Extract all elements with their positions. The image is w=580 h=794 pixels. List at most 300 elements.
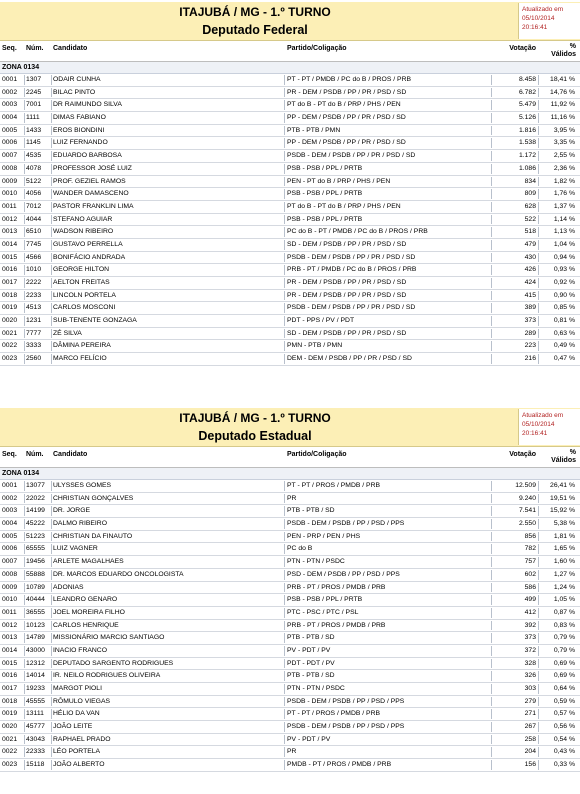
column-divider <box>284 621 285 631</box>
column-divider <box>538 341 539 351</box>
row-party: PSB - PSB / PPL / PRTB <box>287 596 363 604</box>
column-divider <box>284 519 285 529</box>
row-seq: 0019 <box>2 304 18 312</box>
column-divider <box>51 253 52 263</box>
row-candidate: MISSIONÁRIO MARCIO SANTIAGO <box>53 634 165 642</box>
column-divider <box>24 316 25 326</box>
row-percent: 1,65 % <box>553 545 575 553</box>
column-divider <box>24 291 25 301</box>
row-candidate: MARCO FELÍCIO <box>53 355 107 363</box>
column-divider <box>538 278 539 288</box>
column-divider <box>51 684 52 694</box>
row-candidate: ARLETE MAGALHAES <box>53 558 124 566</box>
row-number: 2560 <box>26 355 42 363</box>
row-party: PC do B - PT / PMDB / PC do B / PROS / PRB <box>287 228 428 236</box>
column-divider <box>538 177 539 187</box>
row-votes: 586 <box>524 583 536 591</box>
row-percent: 1,81 % <box>553 532 575 540</box>
column-divider <box>24 215 25 225</box>
row-number: 14014 <box>26 672 45 680</box>
column-divider <box>284 113 285 123</box>
column-divider <box>24 621 25 631</box>
row-votes: 8.458 <box>518 76 536 83</box>
column-divider <box>24 75 25 85</box>
column-divider <box>538 506 539 516</box>
column-divider <box>491 316 492 326</box>
row-votes: 5.126 <box>518 114 536 122</box>
column-divider <box>538 557 539 567</box>
row-party: PV - PDT / PV <box>287 735 331 743</box>
table-row <box>0 518 580 531</box>
row-seq: 0013 <box>2 634 18 642</box>
row-candidate: EDUARDO BARBOSA <box>53 152 122 160</box>
row-votes: 12.509 <box>515 482 536 489</box>
row-number: 13077 <box>26 482 45 489</box>
table-row <box>0 670 580 683</box>
column-divider <box>24 177 25 187</box>
row-number: 19233 <box>26 685 45 692</box>
row-party: PSDB - DEM / PSDB / PP / PR / PSD / SD <box>287 253 416 261</box>
row-number: 43000 <box>26 646 45 654</box>
row-votes: 782 <box>524 545 536 553</box>
row-seq: 0022 <box>2 342 18 350</box>
row-candidate: ZÉ SILVA <box>53 329 82 337</box>
row-party: PR - DEM / PSDB / PP / PR / PSD / SD <box>287 279 407 286</box>
column-divider <box>51 633 52 643</box>
column-divider <box>284 697 285 707</box>
row-seq: 0017 <box>2 279 18 286</box>
row-seq: 0007 <box>2 558 18 566</box>
row-party: DEM - DEM / PSDB / PP / PR / PSD / SD <box>287 355 412 363</box>
row-seq: 0022 <box>2 748 18 756</box>
column-divider <box>51 532 52 542</box>
column-divider <box>538 595 539 605</box>
row-party: PTB - PTB / SD <box>287 672 335 680</box>
row-number: 22333 <box>26 748 45 756</box>
row-party: PR - DEM / PSDB / PP / PR / PSD / SD <box>287 291 407 299</box>
column-divider <box>491 494 492 504</box>
row-party: PSDB - DEM / PSDB / PP / PR / PSD / SD <box>287 304 416 312</box>
column-divider <box>51 303 52 313</box>
column-divider <box>51 735 52 745</box>
row-party: SD - DEM / PSDB / PP / PR / PSD / SD <box>287 329 407 337</box>
column-divider <box>51 506 52 516</box>
column-divider <box>284 709 285 719</box>
row-number: 1010 <box>26 266 42 274</box>
row-number: 4044 <box>26 215 42 223</box>
col-votes: Votação <box>509 45 536 52</box>
table-row <box>0 239 580 252</box>
row-votes: 9.240 <box>518 494 536 502</box>
table-row <box>0 264 580 277</box>
column-divider <box>491 341 492 351</box>
column-divider <box>284 633 285 643</box>
column-divider <box>491 75 492 85</box>
row-number: 22022 <box>26 494 45 502</box>
column-divider <box>491 215 492 225</box>
column-divider <box>24 544 25 554</box>
row-candidate: BILAC PINTO <box>53 88 96 96</box>
column-divider <box>51 621 52 631</box>
column-divider <box>51 265 52 275</box>
row-candidate: STEFANO AGUIAR <box>53 215 113 223</box>
col-party: Partido/Coligação <box>287 451 347 458</box>
table-row <box>0 493 580 506</box>
column-divider <box>24 557 25 567</box>
row-seq: 0021 <box>2 329 18 337</box>
row-percent: 0,94 % <box>553 253 575 261</box>
column-divider <box>491 88 492 98</box>
row-number: 7001 <box>26 101 42 109</box>
table-row <box>0 163 580 176</box>
row-candidate: PASTOR FRANKLIN LIMA <box>53 202 134 210</box>
column-divider <box>491 557 492 567</box>
column-divider <box>491 126 492 136</box>
row-seq: 0018 <box>2 291 18 299</box>
row-seq: 0018 <box>2 697 18 705</box>
row-seq: 0020 <box>2 723 18 731</box>
row-candidate: LINCOLN PORTELA <box>53 291 116 299</box>
row-percent: 0,92 % <box>553 279 575 286</box>
col-candidate: Candidato <box>53 45 88 52</box>
col-candidate: Candidato <box>53 451 88 458</box>
column-divider <box>491 151 492 161</box>
column-divider <box>491 684 492 694</box>
column-divider <box>538 138 539 148</box>
row-party: PC do B <box>287 545 313 553</box>
column-divider <box>51 291 52 301</box>
column-divider <box>51 177 52 187</box>
column-divider <box>538 164 539 174</box>
row-number: 2233 <box>26 291 42 299</box>
column-divider <box>491 760 492 770</box>
row-percent: 1,24 % <box>553 583 575 591</box>
column-divider <box>538 532 539 542</box>
row-percent: 0,59 % <box>553 697 575 705</box>
row-percent: 5,38 % <box>553 520 575 528</box>
column-divider <box>284 303 285 313</box>
federal-updated-time: 20:16:41 <box>522 24 548 31</box>
column-divider <box>538 709 539 719</box>
row-number: 45222 <box>26 520 45 528</box>
column-divider <box>538 481 539 491</box>
row-percent: 0,93 % <box>553 266 575 274</box>
table-row <box>0 176 580 189</box>
row-percent: 0,69 % <box>553 672 575 680</box>
row-percent: 1,76 % <box>553 190 575 198</box>
row-party: PT - PT / PMDB / PC do B / PROS / PRB <box>287 76 412 83</box>
row-candidate: AELTON FREITAS <box>53 279 110 286</box>
row-candidate: DALMO RIBEIRO <box>53 520 108 528</box>
column-divider <box>284 227 285 237</box>
column-divider <box>491 138 492 148</box>
column-divider <box>538 722 539 732</box>
column-divider <box>24 747 25 757</box>
row-candidate: ULYSSES GOMES <box>53 482 112 489</box>
column-divider <box>538 329 539 339</box>
table-row <box>0 632 580 645</box>
column-divider <box>491 532 492 542</box>
row-percent: 15,92 % <box>550 507 575 515</box>
column-divider <box>538 265 539 275</box>
row-votes: 389 <box>524 304 536 312</box>
row-candidate: CARLOS HENRIQUE <box>53 621 119 629</box>
row-candidate: CHRISTIAN GONÇALVES <box>53 494 134 502</box>
row-votes: 518 <box>524 228 536 236</box>
row-candidate: DÂMINA PEREIRA <box>53 342 111 350</box>
column-divider <box>24 633 25 643</box>
col-num: Núm. <box>26 45 44 52</box>
row-votes: 1.816 <box>518 126 536 134</box>
col-pct <box>551 43 576 59</box>
table-row <box>0 150 580 163</box>
column-divider <box>24 278 25 288</box>
row-number: 45777 <box>26 723 45 731</box>
column-divider <box>24 138 25 148</box>
row-seq: 0008 <box>2 164 18 172</box>
row-party: PT - PT / PROS / PMDB / PRB <box>287 710 381 718</box>
column-divider <box>491 481 492 491</box>
column-divider <box>538 227 539 237</box>
column-divider <box>284 722 285 732</box>
row-votes: 479 <box>524 240 536 248</box>
row-party: PSDB - DEM / PSDB / PP / PSD / PPS <box>287 697 405 705</box>
column-divider <box>284 88 285 98</box>
column-divider <box>51 608 52 618</box>
row-seq: 0005 <box>2 532 18 540</box>
row-candidate: MARGOT PIOLI <box>53 685 102 692</box>
row-votes: 7.541 <box>518 507 536 515</box>
row-candidate: DR RAIMUNDO SILVA <box>53 101 122 109</box>
row-candidate: INACIO FRANCO <box>53 646 108 654</box>
column-divider <box>538 75 539 85</box>
column-divider <box>538 608 539 618</box>
row-percent: 0,54 % <box>553 735 575 743</box>
table-row <box>0 734 580 747</box>
estadual-updated-label: Atualizado em <box>522 412 564 419</box>
column-divider <box>538 100 539 110</box>
row-party: PR <box>287 494 297 502</box>
table-row <box>0 556 580 569</box>
row-party: PT - PT / PROS / PMDB / PRB <box>287 482 381 489</box>
row-party: PMN - PTB / PMN <box>287 342 343 350</box>
column-divider <box>538 240 539 250</box>
row-votes: 426 <box>524 266 536 274</box>
row-party: PEN - PT do B / PRP / PHS / PEN <box>287 177 391 185</box>
row-party: PTB - PTB / SD <box>287 634 335 642</box>
estadual-title: ITAJUBÁ / MG - 1.º TURNO <box>179 411 331 425</box>
column-divider <box>538 659 539 669</box>
table-row <box>0 582 580 595</box>
row-candidate: LUIZ FERNANDO <box>53 139 108 147</box>
column-divider <box>24 722 25 732</box>
column-divider <box>491 113 492 123</box>
column-divider <box>284 595 285 605</box>
row-seq: 0016 <box>2 672 18 680</box>
row-candidate: PROFESSOR JOSÉ LUIZ <box>53 164 132 172</box>
column-divider <box>24 608 25 618</box>
table-row <box>0 74 580 87</box>
row-seq: 0015 <box>2 253 18 261</box>
column-divider <box>284 583 285 593</box>
column-divider <box>284 329 285 339</box>
column-divider <box>284 570 285 580</box>
row-number: 4056 <box>26 190 42 198</box>
estadual-header <box>0 408 580 447</box>
row-number: 5122 <box>26 177 42 185</box>
row-seq: 0005 <box>2 126 18 134</box>
column-divider <box>491 506 492 516</box>
column-divider <box>284 532 285 542</box>
column-divider <box>284 494 285 504</box>
row-percent: 0,43 % <box>553 748 575 756</box>
column-divider <box>491 697 492 707</box>
column-divider <box>51 278 52 288</box>
estadual-column-header <box>0 447 580 468</box>
column-divider <box>284 75 285 85</box>
table-row <box>0 290 580 303</box>
column-divider <box>491 240 492 250</box>
row-votes: 1.538 <box>518 139 536 147</box>
column-divider <box>538 316 539 326</box>
column-divider <box>51 519 52 529</box>
row-party: PSDB - DEM / PSDB / PP / PSD / PPS <box>287 723 405 731</box>
row-percent: 2,36 % <box>553 164 575 172</box>
column-divider <box>51 100 52 110</box>
table-row <box>0 696 580 709</box>
column-divider <box>51 481 52 491</box>
column-divider <box>284 481 285 491</box>
row-votes: 303 <box>524 685 536 692</box>
row-number: 36555 <box>26 608 45 616</box>
column-divider <box>24 126 25 136</box>
row-votes: 809 <box>524 190 536 198</box>
column-divider <box>51 570 52 580</box>
column-divider <box>51 544 52 554</box>
row-candidate: WADSON RIBEIRO <box>53 228 114 236</box>
column-divider <box>284 253 285 263</box>
row-votes: 415 <box>524 291 536 299</box>
row-number: 14789 <box>26 634 45 642</box>
row-party: PSDB - DEM / PSDB / PP / PSD / PPS <box>287 520 405 528</box>
row-votes: 628 <box>524 202 536 210</box>
column-divider <box>284 291 285 301</box>
column-divider <box>284 544 285 554</box>
column-divider <box>51 88 52 98</box>
row-votes: 2.550 <box>518 520 536 528</box>
row-percent: 3,35 % <box>553 139 575 147</box>
row-number: 10789 <box>26 583 45 591</box>
row-party: PDT - PDT / PV <box>287 659 335 667</box>
column-divider <box>51 671 52 681</box>
col-num: Núm. <box>26 451 44 458</box>
column-divider <box>24 697 25 707</box>
column-divider <box>538 633 539 643</box>
row-votes: 499 <box>524 596 536 604</box>
row-percent: 1,37 % <box>553 202 575 210</box>
row-seq: 0010 <box>2 596 18 604</box>
column-divider <box>24 265 25 275</box>
column-divider <box>24 164 25 174</box>
column-divider <box>284 684 285 694</box>
column-divider <box>538 189 539 199</box>
column-divider <box>51 215 52 225</box>
column-divider <box>51 646 52 656</box>
row-percent: 0,79 % <box>553 634 575 642</box>
column-divider <box>284 265 285 275</box>
row-votes: 856 <box>524 532 536 540</box>
column-divider <box>284 278 285 288</box>
row-number: 13111 <box>26 710 44 718</box>
col-seq: Seq. <box>2 451 17 458</box>
column-divider <box>24 684 25 694</box>
column-divider <box>24 202 25 212</box>
row-party: PV - PDT / PV <box>287 646 331 654</box>
row-candidate: CARLOS MOSCONI <box>53 304 116 312</box>
column-divider <box>51 722 52 732</box>
row-percent: 0,49 % <box>553 342 575 350</box>
column-divider <box>24 253 25 263</box>
row-number: 7012 <box>26 202 42 210</box>
row-number: 51223 <box>26 532 45 540</box>
federal-rows <box>0 74 580 366</box>
column-divider <box>51 659 52 669</box>
row-number: 4566 <box>26 253 42 261</box>
col-votes: Votação <box>509 451 536 458</box>
column-divider <box>284 151 285 161</box>
column-divider <box>538 519 539 529</box>
column-divider <box>51 354 52 364</box>
row-number: 4078 <box>26 164 42 172</box>
row-percent: 0,64 % <box>553 685 575 692</box>
column-divider <box>24 570 25 580</box>
column-divider <box>24 519 25 529</box>
column-divider <box>491 278 492 288</box>
column-divider <box>51 329 52 339</box>
row-percent: 0,63 % <box>553 329 575 337</box>
row-party: PSB - PSB / PPL / PRTB <box>287 164 363 172</box>
table-row <box>0 683 580 696</box>
row-party: PDT - PPS / PV / PDT <box>287 317 355 325</box>
table-row <box>0 87 580 100</box>
column-divider <box>491 189 492 199</box>
column-divider <box>51 240 52 250</box>
table-row <box>0 746 580 759</box>
row-percent: 11,92 % <box>550 101 575 109</box>
column-divider <box>51 189 52 199</box>
column-divider <box>284 735 285 745</box>
column-divider <box>538 494 539 504</box>
row-seq: 0009 <box>2 177 18 185</box>
col-pct-symbol: % <box>569 43 576 50</box>
column-divider <box>51 595 52 605</box>
table-row <box>0 125 580 138</box>
column-divider <box>24 583 25 593</box>
row-seq: 0016 <box>2 266 18 274</box>
column-divider <box>538 544 539 554</box>
row-votes: 328 <box>524 659 536 667</box>
table-row <box>0 505 580 518</box>
row-number: 4535 <box>26 152 42 160</box>
column-divider <box>491 303 492 313</box>
column-divider <box>538 570 539 580</box>
column-divider <box>538 621 539 631</box>
federal-updated-date: 05/10/2014 <box>522 15 555 22</box>
row-percent: 0,69 % <box>553 659 575 667</box>
row-seq: 0003 <box>2 507 18 515</box>
row-seq: 0006 <box>2 545 18 553</box>
col-seq: Seq. <box>2 45 17 52</box>
